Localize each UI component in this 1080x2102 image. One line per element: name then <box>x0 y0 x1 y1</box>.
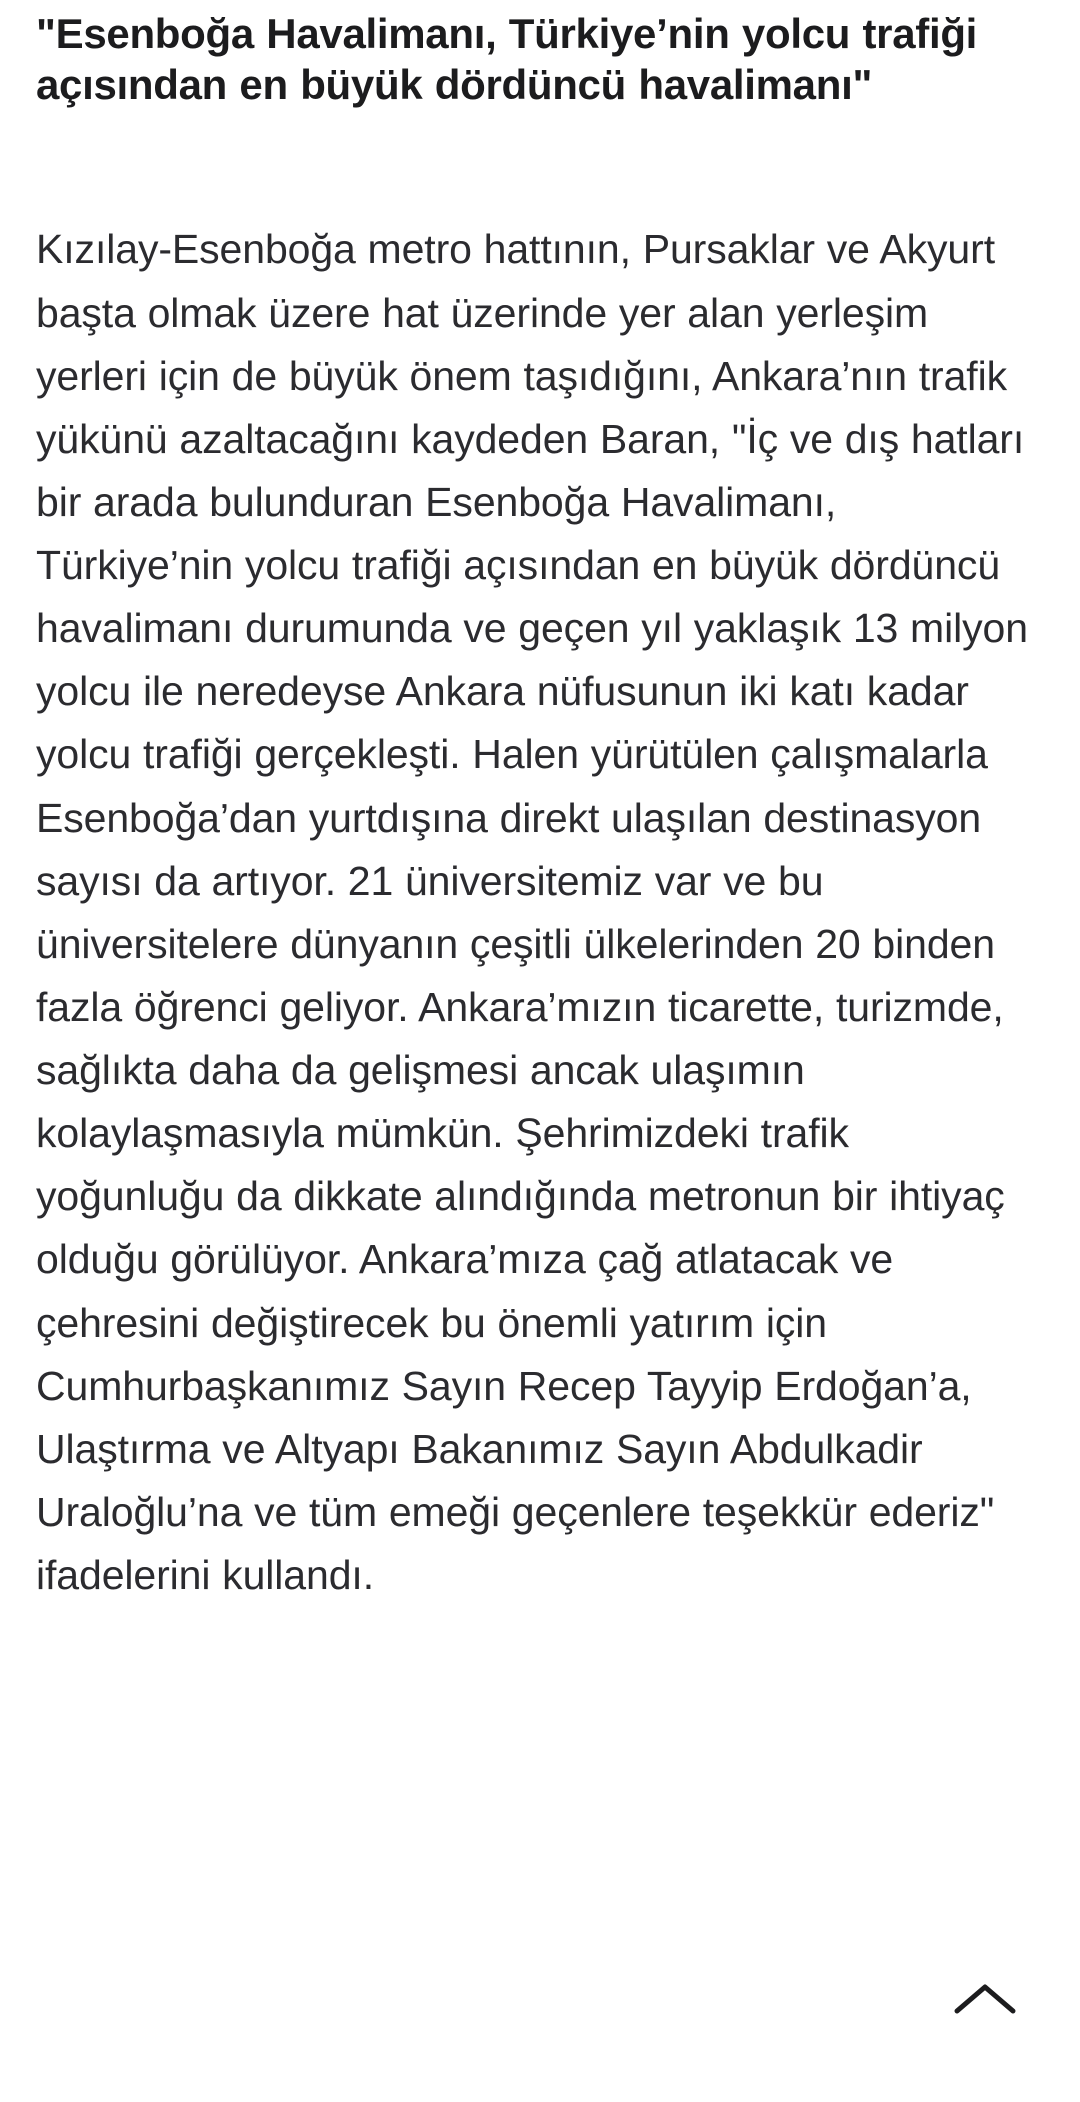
chevron-up-icon <box>953 1979 1017 2019</box>
scroll-to-top-button[interactable] <box>946 1968 1024 2030</box>
article-subheading: "Esenboğa Havalimanı, Türkiye’nin yolcu trafiği açısından en büyük dördüncü havalimanı" <box>36 10 978 109</box>
article-body <box>36 218 1044 1607</box>
article-paragraph: Kızılay-Esenboğa metro hattının, Pursaklar ve Akyurt başta olmak üzere hat üzerinde yer alan yerleşim yerleri için de büyük önem taşıdığını, Ankara’nın trafik yükünü azaltacağını kaydeden Baran, "İç ve dış hatları bir arada bulunduran Esenboğa Havalimanı, Türkiye’nin yolcu trafiği açısından en büyük dördüncü havalimanı durumunda ve geçen yıl yaklaşık 13 milyon yolcu ile neredeyse Ankara nüfusunun iki katı kadar yolcu trafiği gerçekleşti. Halen yürütülen çalışmalarla Esenboğa’dan yurtdışına direkt ulaşılan destinasyon sayısı da artıyor. 21 üniversitemiz var ve bu üniversitelere dünyanın çeşitli ülkelerinden 20 binden fazla öğrenci geliyor. Ankara’mızın ticarette, turizmde, sağlıkta daha da gelişmesi ancak ulaşımın kolaylaşmasıyla mümkün. Şehrimizdeki trafik yoğunluğu da dikkate alındığında metronun bir ihtiyaç olduğu görülüyor. Ankara’mıza çağ atlatacak ve çehresini değiştirecek bu önemli yatırım için Cumhurbaşkanımız Sayın Recep Tayyip Erdoğan’a, Ulaştırma ve Altyapı Bakanımız Sayın Abdulkadir Uraloğlu’na ve tüm emeği geçenlere teşekkür ederiz" ifadelerini kullandı. <box>36 226 1028 1599</box>
